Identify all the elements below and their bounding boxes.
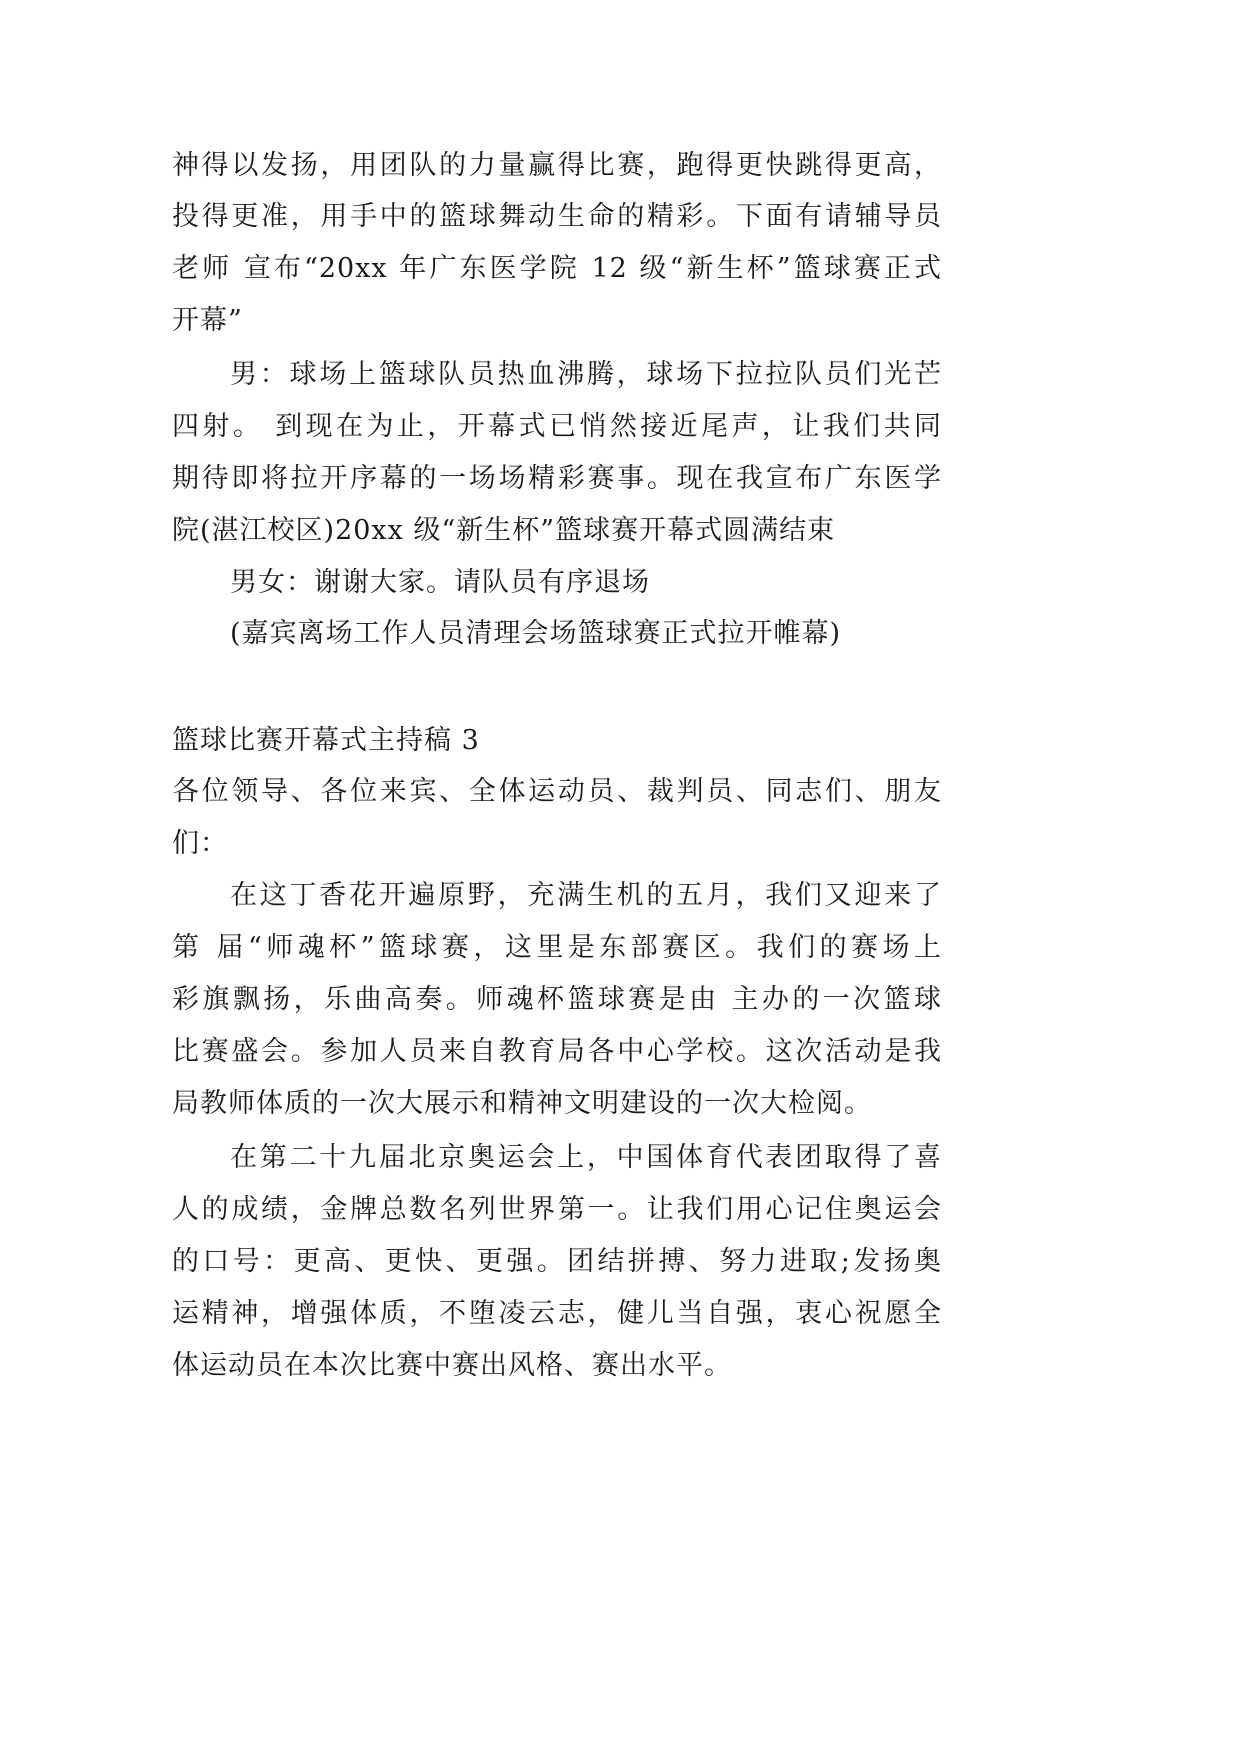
text-line: 男：球场上篮球队员热血沸腾，球场下拉拉队员们光芒 <box>230 359 942 390</box>
text-line: 的口号：更高、更快、更强。团结拼搏、努力进取;发扬奥 <box>172 1246 942 1277</box>
text-line: 在第二十九届北京奥运会上，中国体育代表团取得了喜 <box>230 1142 942 1173</box>
text-line: 比赛盛会。参加人员来自教育局各中心学校。这次活动是我 <box>172 1036 942 1067</box>
text-line: 男女：谢谢大家。请队员有序退场 <box>230 567 650 598</box>
text-line: 人的成绩，金牌总数名列世界第一。让我们用心记住奥运会 <box>172 1194 942 1225</box>
text-line: 体运动员在本次比赛中赛出风格、赛出水平。 <box>172 1350 732 1381</box>
text-line: (嘉宾离场工作人员清理会场篮球赛正式拉开帷幕) <box>230 618 842 649</box>
text-line: 运精神，增强体质，不堕凌云志，健儿当自强，衷心祝愿全 <box>172 1298 942 1329</box>
text-line: 四射。 到现在为止，开幕式已悄然接近尾声，让我们共同 <box>172 411 942 442</box>
text-line: 在这丁香花开遍原野，充满生机的五月，我们又迎来了 <box>230 880 942 911</box>
text-line: 院(湛江校区)20xx 级“新生杯”篮球赛开幕式圆满结束 <box>172 515 836 546</box>
text-line: 神得以发扬，用团队的力量赢得比赛，跑得更快跳得更高， <box>172 150 942 181</box>
text-line: 第 届“师魂杯”篮球赛，这里是东部赛区。我们的赛场上 <box>172 932 942 963</box>
text-line: 彩旗飘扬，乐曲高奏。师魂杯篮球赛是由 主办的一次篮球 <box>172 984 942 1015</box>
text-line: 期待即将拉开序幕的一场场精彩赛事。现在我宣布广东医学 <box>172 463 942 494</box>
text-line: 局教师体质的一次大展示和精神文明建设的一次大检阅。 <box>172 1088 872 1119</box>
text-line: 老师 宣布“20xx 年广东医学院 12 级“新生杯”篮球赛正式 <box>172 253 942 284</box>
text-line: 开幕” <box>172 305 243 336</box>
text-line: 们： <box>172 828 228 859</box>
text-line: 投得更准，用手中的篮球舞动生命的精彩。下面有请辅导员 <box>172 201 942 232</box>
section-heading: 篮球比赛开幕式主持稿 3 <box>172 725 480 756</box>
text-line: 各位领导、各位来宾、全体运动员、裁判员、同志们、朋友 <box>172 776 942 807</box>
